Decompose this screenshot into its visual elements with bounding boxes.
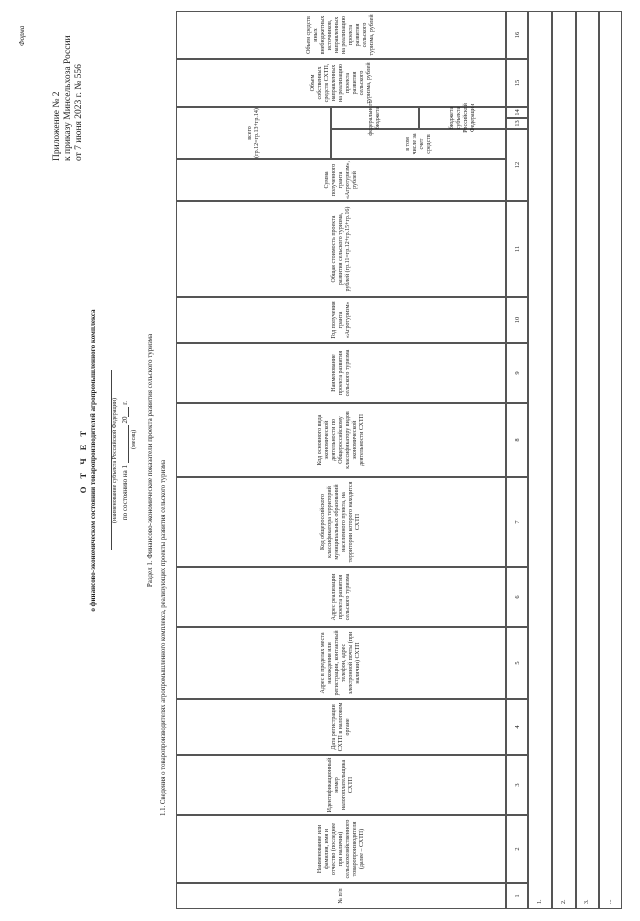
column-header-own-funds: Объем собственных средств СХТП, направленных на реализацию проекта развития сельского туризма, рублей xyxy=(176,59,506,107)
column-header-regional: бюджета субъекта Российской Федерации xyxy=(419,107,506,129)
table-row xyxy=(528,11,552,909)
column-number-9: 9 xyxy=(506,343,528,403)
subject-note: (наименование субъекта Российской Федерации) xyxy=(112,397,118,524)
row-label: 3. xyxy=(584,899,590,904)
column-number-15: 15 xyxy=(506,59,528,107)
as-of-line xyxy=(121,0,129,921)
appendix-line-3: от 7 июня 2023 г. № 556 xyxy=(74,64,84,161)
column-header-including: в том числе за счет средств xyxy=(331,129,506,159)
column-number-6: 6 xyxy=(506,567,528,627)
table-row xyxy=(599,11,622,909)
column-number-4: 4 xyxy=(506,699,528,755)
column-number-16: 16 xyxy=(506,11,528,59)
appendix-line-2: к приказу Минсельхоза России xyxy=(63,35,73,161)
year-prefix: 20 xyxy=(121,416,129,424)
column-header-grant-year: Год получения гранта «Агротуризм» xyxy=(176,297,506,343)
column-header-federal: федерального бюджета xyxy=(331,107,419,129)
column-header-registration-date: Дата регистрации СХТП в налоговом органе xyxy=(176,699,506,755)
column-header-oktmo: Код общероссийского классификатора территорий муниципальных образований населенного пункта, на территории которого находится СХТП xyxy=(176,477,506,567)
subject-blank xyxy=(103,371,112,551)
row-label: 2. xyxy=(560,899,567,904)
column-number-12: 12 xyxy=(506,129,528,201)
column-header-grant-group: Сумма полученного гранта «Агротуризм», рублей xyxy=(176,159,506,201)
year-blank xyxy=(121,407,129,417)
form-label: Форма xyxy=(18,25,26,46)
column-number-2: 2 xyxy=(506,815,528,883)
column-header-name: Наименование или фамилия, имя и отчество (последнее при наличии) сельскохозяйственного товаропроизводителя (далее – СХТП) xyxy=(176,815,506,883)
column-number-1: 1 xyxy=(506,883,528,909)
column-number-14: 14 xyxy=(506,107,528,118)
report-title: О Т Ч Е Т xyxy=(78,427,88,494)
column-header-inn: Идентификационный номер налогоплательщика СХТП xyxy=(176,755,506,815)
section-title: Раздел 1. Финансово-экономические показатели проекта развития сельского туризма xyxy=(146,333,154,588)
column-header-address: Адрес в пределах места нахождения или регистрации, контактный телефон, адрес электронной почты (при наличии) СХТП xyxy=(176,627,506,699)
report-subtitle: о финансово-экономическом состоянии товаропроизводителей агропромышленного комплекса xyxy=(89,309,97,612)
column-number-5: 5 xyxy=(506,627,528,699)
column-header-grant-total: всего (гр.12=гр.13+гр.14) xyxy=(176,107,331,159)
table-row xyxy=(552,11,576,909)
column-number-11: 11 xyxy=(506,201,528,297)
column-header-index: № п/п xyxy=(176,883,506,909)
column-header-okved: Код основного вида экономической деятельности по Общероссийскому классификатору видов экономической деятельности СХТП xyxy=(176,403,506,477)
as-of-prefix: по состоянию на 1 xyxy=(121,465,129,521)
column-number-8: 8 xyxy=(506,403,528,477)
column-header-other-funds: Объем средств иных внебюджетных источников, направленных на реализацию проекта развития сельского туризма, рублей xyxy=(176,11,506,59)
column-number-10: 10 xyxy=(506,297,528,343)
column-header-project-address: Адрес реализации проекта развития сельского туризма xyxy=(176,567,506,627)
column-number-7: 7 xyxy=(506,477,528,567)
month-note: (месяц) xyxy=(131,429,137,449)
subsection-title: 1.1. Сведения о товаропроизводителях агропромышленного комплекса, реализующих проекты развития сельского туризма xyxy=(160,459,167,816)
column-number-13: 13 xyxy=(506,118,528,129)
appendix-line-1: Приложение № 2 xyxy=(52,91,62,161)
column-header-total-cost: Общая стоимость проекта развития сельского туризма, рублей (гр.11=гр.12+гр.15+гр.16) xyxy=(176,201,506,297)
row-label: 1. xyxy=(536,899,543,904)
table-row xyxy=(576,11,599,909)
report-table xyxy=(176,11,622,909)
month-blank xyxy=(121,425,129,463)
row-label: ... xyxy=(607,899,613,904)
year-suffix: г. xyxy=(121,400,129,405)
subject-line xyxy=(103,0,112,921)
column-number-3: 3 xyxy=(506,755,528,815)
column-header-project-name: Наименование проекта развития сельского туризма xyxy=(176,343,506,403)
